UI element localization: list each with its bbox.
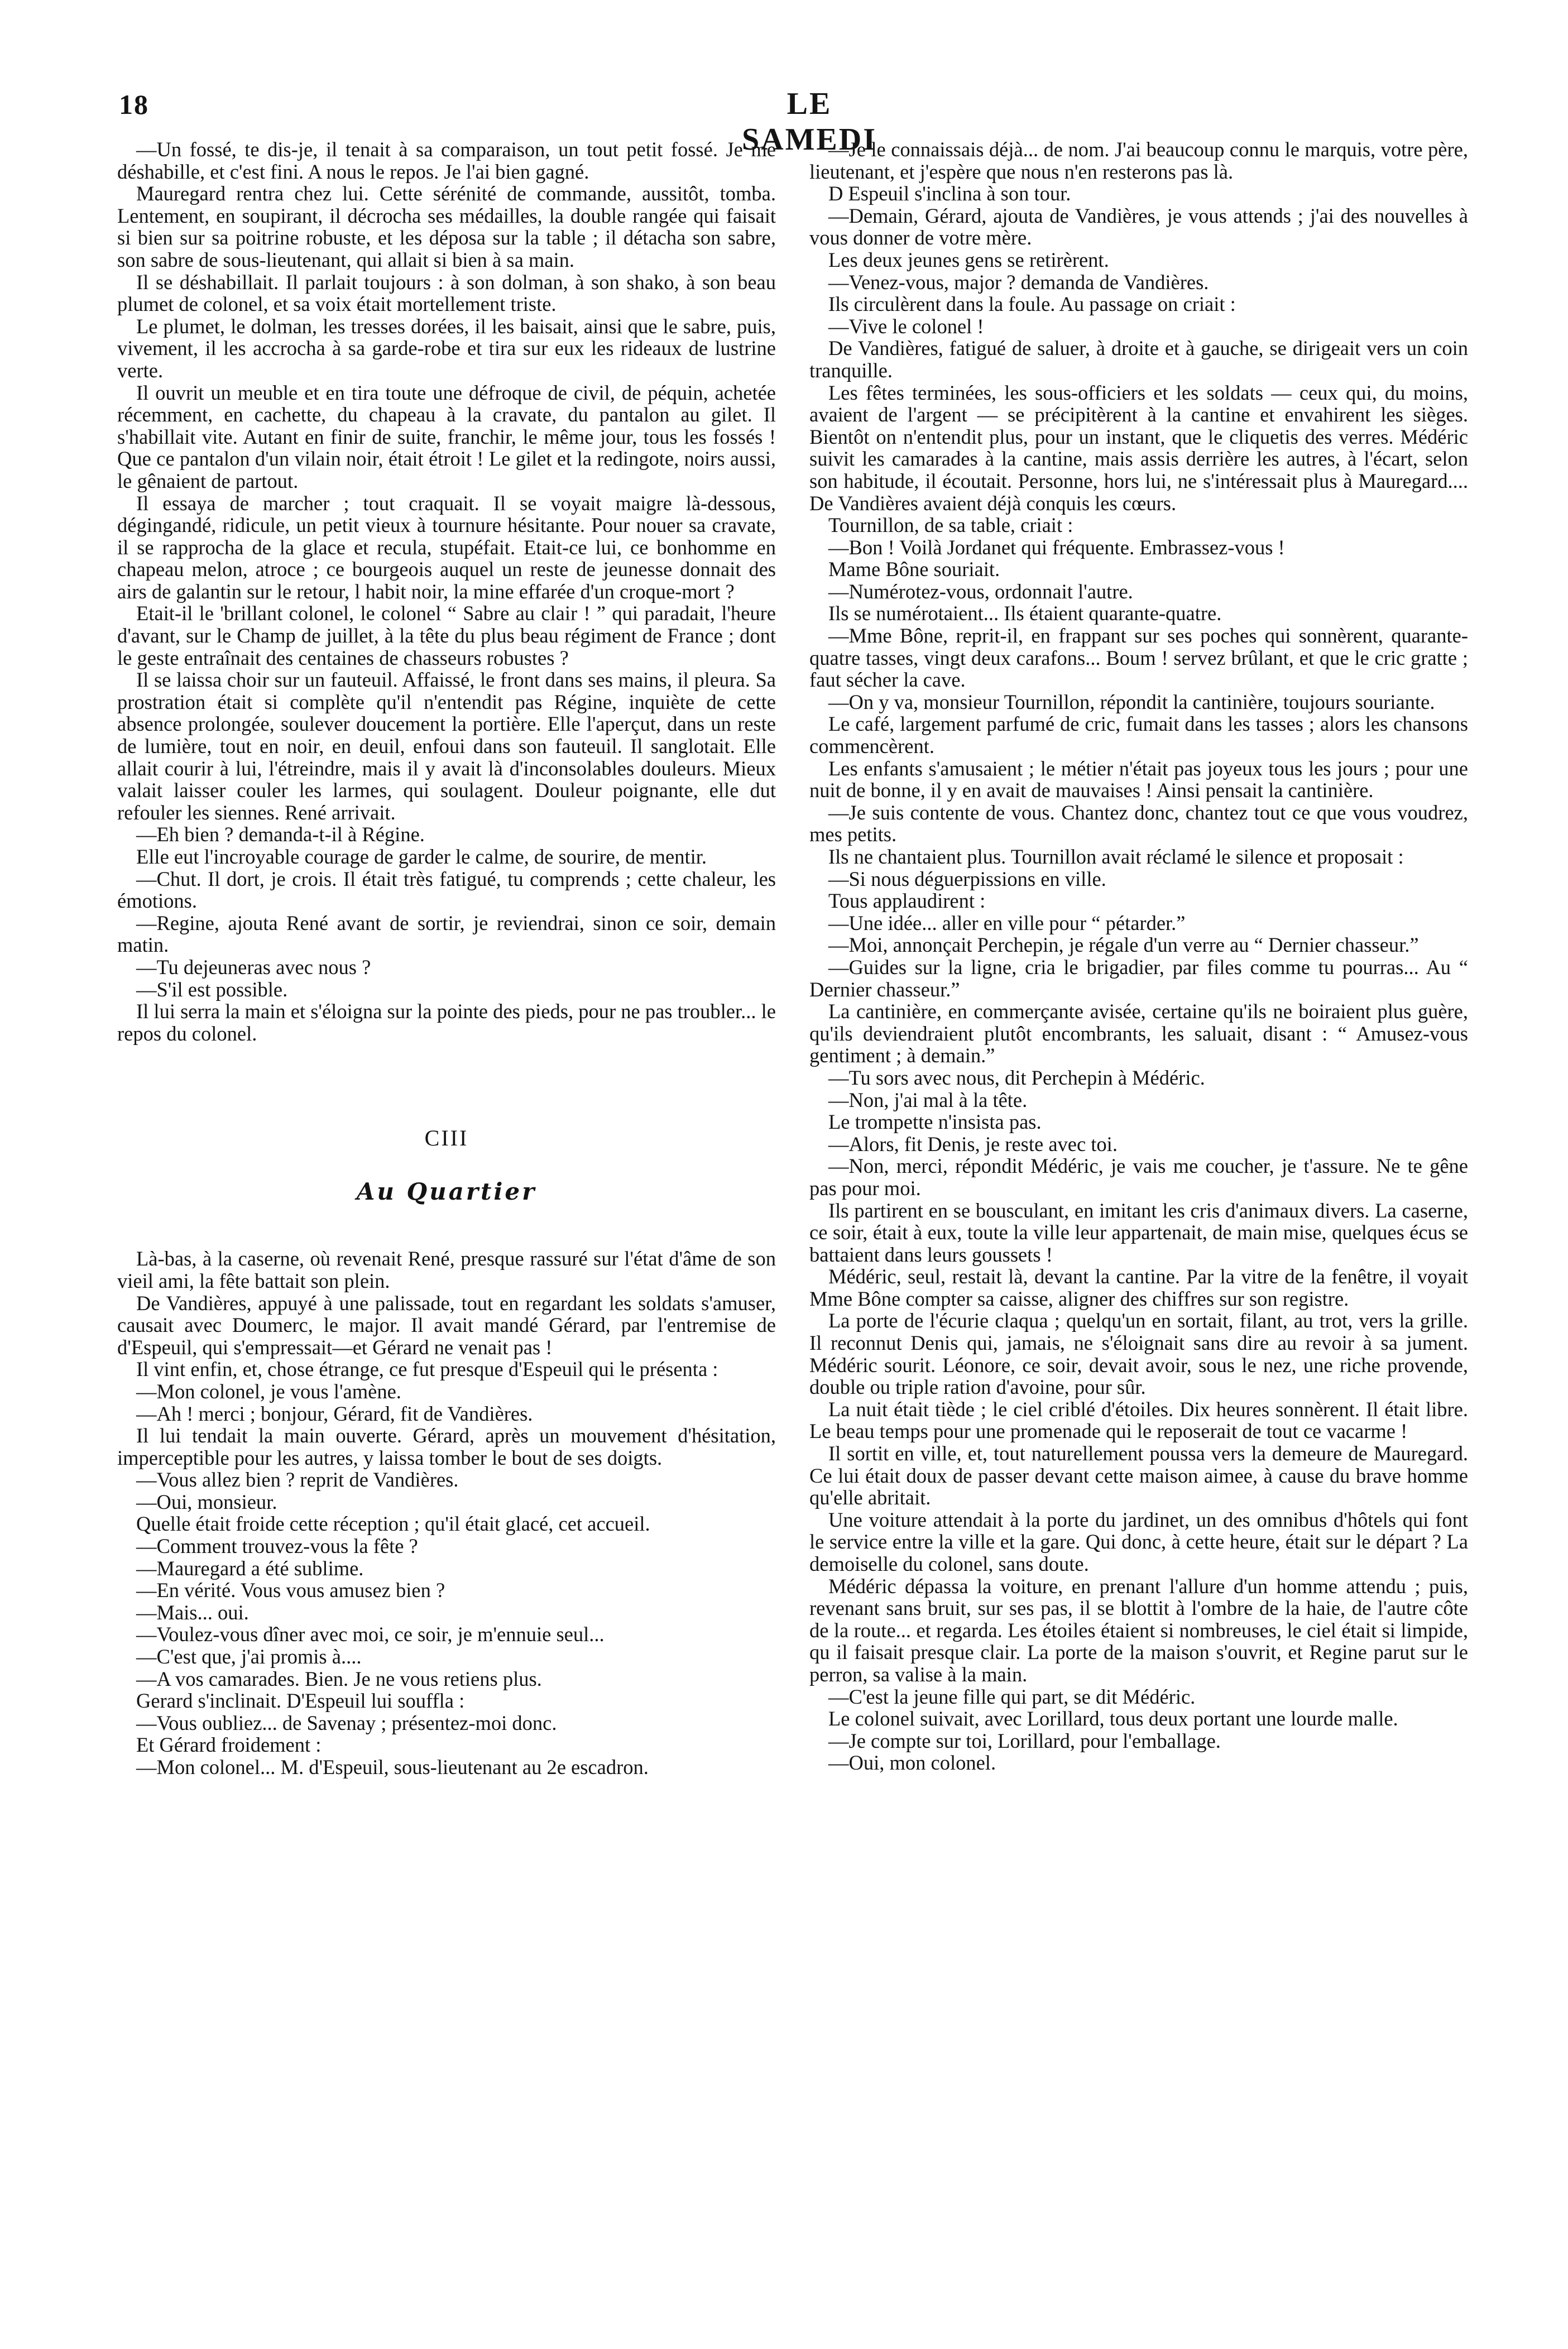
running-title: LE SAMEDI [741, 87, 877, 157]
paragraph: —C'est que, j'ai promis à.... [136, 1645, 362, 1669]
paragraph: Mame Bône souriait. [828, 558, 1000, 581]
paragraph: —Moi, annonçait Perchepin, je régale d'un verre au “ Dernier chasseur.” [828, 933, 1419, 957]
paragraph: —Ah ! merci ; bonjour, Gérard, fit de Vandières. [136, 1402, 533, 1425]
right-column [809, 138, 1468, 1774]
paragraph: Mauregard rentra chez lui. Cette sérénité de commande, aussitôt, tomba. Lentement, en soupirant, il décrocha ses médailles, la double rangée qui faisait si bien sur sa poitrine robuste, et les déposa sur la table ; il détacha son sabre, son sabre de sous-lieutenant, qui allait si bien à sa main. [117, 182, 776, 271]
paragraph: Tournillon, de sa table, criait : [828, 514, 1073, 537]
paragraph: Gerard s'inclinait. D'Espeuil lui souffla : [136, 1689, 465, 1713]
paragraph: —Vive le colonel ! [828, 314, 984, 338]
paragraph: —S'il est possible. [136, 977, 288, 1001]
paragraph: —Je suis contente de vous. Chantez donc, chantez tout ce que vous voudrez, mes petits. [809, 800, 1468, 846]
paragraph: La porte de l'écurie claqua ; quelqu'un en sortait, filant, au trot, vers la grille. Il reconnut Denis qui, jamais, ne s'éloignait sans dire au revoir à sa jument. Médéric sourit. Léonore, ce soir, devait avoir, sous le nez, une riche provende, double ou triple ration d'avoine, pour sûr. [809, 1309, 1468, 1399]
paragraph: —Un fossé, te dis-je, il tenait à sa comparaison, un tout petit fossé. Je me déshabille, et c'est fini. A nous le repos. Je l'ai bien gagné. [117, 138, 776, 183]
paragraph: Il se laissa choir sur un fauteuil. Affaissé, le front dans ses mains, il pleura. Sa prostration était si complète qu'il n'entendit pas Régine, inquiète de cette absence prolongée, soulever doucement la portière. Elle l'aperçut, dans un reste de lumière, tout en noir, en deuil, enfoui dans son fauteuil. Il sanglotait. Elle allait courir à lui, l'étreindre, mais il y avait là d'inconsolables douleurs. Mieux valait laisser couler les larmes, qui soulagent. Douleur poignante, elle dut refouler les siennes. René arrivait. [117, 668, 776, 824]
paragraph: —Mme Bône, reprit-il, en frappant sur ses poches qui sonnèrent, quarante-quatre tasses, vingt deux carafons... Boum ! servez brûlant, et que le cric gratte ; faut sécher la cave. [809, 624, 1468, 692]
paragraph: Il lui tendait la main ouverte. Gérard, après un mouvement d'hésitation, imperceptible pour les autres, y laissa tomber le bout de ses doigts. [117, 1424, 776, 1469]
paragraph: —Regine, ajouta René avant de sortir, je reviendrai, sinon ce soir, demain matin. [117, 911, 776, 957]
paragraph: Les enfants s'amusaient ; le métier n'était pas joyeux tous les jours ; pour une nuit de bonne, il y en avait de mauvaises ! Ainsi pensait la cantinière. [809, 756, 1468, 802]
paragraph: —Je compte sur toi, Lorillard, pour l'emballage. [828, 1729, 1221, 1752]
paragraph: —Tu sors avec nous, dit Perchepin à Médéric. [828, 1066, 1205, 1089]
paragraph: De Vandières, fatigué de saluer, à droite et à gauche, se dirigeait vers un coin tranquille. [809, 337, 1468, 382]
left-text-before-chapter [117, 138, 776, 1044]
paragraph: —Alors, fit Denis, je reste avec toi. [828, 1132, 1118, 1156]
paragraph: —Demain, Gérard, ajouta de Vandières, je vous attends ; j'ai des nouvelles à vous donner de votre mère. [809, 204, 1468, 250]
paragraph: —Guides sur la ligne, cria le brigadier, par files comme tu pourras... Au “ Dernier chasseur.” [809, 955, 1468, 1001]
paragraph: —Eh bien ? demanda-t-il à Régine. [136, 823, 425, 846]
paragraph: —Vous oubliez... de Savenay ; présentez-moi donc. [136, 1711, 557, 1734]
paragraph: —En vérité. Vous vous amusez bien ? [136, 1579, 445, 1602]
paragraph: Médéric, seul, restait là, devant la cantine. Par la vitre de la fenêtre, il voyait Mme Bône compter sa caisse, aligner des chiffres sur son registre. [809, 1265, 1468, 1310]
paragraph: Il vint enfin, et, chose étrange, ce fut presque d'Espeuil qui le présenta : [136, 1358, 718, 1381]
paragraph: Le plumet, le dolman, les tresses dorées, il les baisait, ainsi que le sabre, puis, vivement, il les accrocha à sa garde-robe et tira sur eux les rideaux de lustrine verte. [117, 314, 776, 382]
paragraph: —Comment trouvez-vous la fête ? [136, 1535, 418, 1558]
paragraph: —C'est la jeune fille qui part, se dit Médéric. [828, 1685, 1196, 1708]
paragraph: —Oui, mon colonel. [828, 1751, 996, 1775]
paragraph: —Mauregard a été sublime. [136, 1556, 364, 1580]
paragraph: —Je le connaissais déjà... de nom. J'ai beaucoup connu le marquis, votre père, lieutenant, et j'espère que nous n'en resterons pas là. [809, 138, 1468, 183]
paragraph: Une voiture attendait à la porte du jardinet, un des omnibus d'hôtels qui font le service entre la ville et la gare. Qui donc, à cette heure, était sur le départ ? La demoiselle du colonel, sans doute. [809, 1508, 1468, 1575]
paragraph: Il ouvrit un meuble et en tira toute une défroque de civil, de péquin, achetée récemment, en cachette, du chapeau à la cravate, du pantalon au gilet. Il s'habillait vite. Autant en finir de suite, franchir, le même jour, tous les fossés ! Que ce pantalon d'un vilain noir, était étroit ! Le gilet et la redingote, noirs aussi, le gênaient de partout. [117, 381, 776, 492]
paragraph: D Espeuil s'inclina à son tour. [828, 182, 1071, 205]
paragraph: —Vous allez bien ? reprit de Vandières. [136, 1468, 459, 1492]
paragraph: Etait-il le 'brillant colonel, le colonel “ Sabre au clair ! ” qui paradait, l'heure d'avant, sur le Champ de juillet, à la tête du plus beau régiment de France ; dont le geste entraînait des centaines de chasseurs robustes ? [117, 602, 776, 669]
paragraph: La nuit était tiède ; le ciel criblé d'étoiles. Dix heures sonnèrent. Il était libre. Le beau temps pour une promenade qui le reposerait de tout ce vacarme ! [809, 1397, 1468, 1443]
paragraph: —Mon colonel, je vous l'amène. [136, 1379, 401, 1403]
paragraph: Il essaya de marcher ; tout craquait. Il se voyait maigre là-dessous, dégingandé, ridicule, un petit vieux à tournure hésitante. Pour nouer sa cravate, il se rapprocha de la glace et recula, stupéfait. Etait-ce lui, ce bonhomme en chapeau melon, atroce ; ce bourgeois auquel un reste de jeunesse donnait des airs de galantin sur le retour, l habit noir, la mine effarée d'un croque-mort ? [117, 491, 776, 603]
paragraph: —Mais... oui. [136, 1600, 249, 1624]
paragraph: Elle eut l'incroyable courage de garder le calme, de sourire, de mentir. [136, 845, 707, 868]
paragraph: La cantinière, en commerçante avisée, certaine qu'ils ne boiraient plus guère, qu'ils deviendraient plutôt encombrants, les saluait, disant : “ Amusez-vous gentiment ; à demain.” [809, 1000, 1468, 1067]
paragraph: Médéric dépassa la voiture, en prenant l'allure d'un homme attendu ; puis, revenant sans bruit, sur ses pas, il se blottit à l'ombre de la haie, de l'autre côte de la route... et regarda. Les étoiles étaient si nombreuses, le ciel était si limpide, qu il faisait presque clair. La porte de la maison s'ouvrit, et Regine parut sur le perron, sa valise à la main. [809, 1574, 1468, 1686]
paragraph: —Non, j'ai mal à la tête. [828, 1088, 1028, 1111]
paragraph: —Une idée... aller en ville pour “ pétarder.” [828, 911, 1186, 934]
paragraph: Il sortit en ville, et, tout naturellement poussa vers la demeure de Mauregard. Ce lui était doux de passer devant cette maison aimee, à cause du brave homme qu'elle abritait. [809, 1442, 1468, 1509]
paragraph: Le trompette n'insista pas. [828, 1110, 1042, 1134]
paragraph: —Bon ! Voilà Jordanet qui fréquente. Embrassez-vous ! [828, 535, 1285, 559]
chapter-number: CIII [424, 1125, 469, 1151]
left-text-after-chapter [117, 1248, 776, 1778]
paragraph: Le colonel suivait, avec Lorillard, tous deux portant une lourde malle. [828, 1707, 1398, 1730]
paragraph: —Oui, monsieur. [136, 1490, 277, 1513]
paragraph: —Non, merci, répondit Médéric, je vais me coucher, je t'assure. Ne te gêne pas pour moi. [809, 1154, 1468, 1200]
left-column [117, 138, 776, 1778]
paragraph: Et Gérard froidement : [136, 1733, 322, 1757]
paragraph: —Mon colonel... M. d'Espeuil, sous-lieutenant au 2e escadron. [136, 1756, 649, 1778]
paragraph: —Venez-vous, major ? demanda de Vandières. [828, 270, 1209, 294]
paragraph: Les deux jeunes gens se retirèrent. [828, 248, 1109, 271]
right-text [809, 138, 1468, 1774]
paragraph: Tous applaudirent : [828, 889, 986, 913]
paragraph: Le café, largement parfumé de cric, fumait dans les tasses ; alors les chansons commencèrent. [809, 712, 1468, 758]
paragraph: De Vandières, appuyé à une palissade, tout en regardant les soldats s'amuser, causait avec Doumerc, le major. Il avait mandé Gérard, par l'entremise de d'Espeuil, qui s'empressait—et Gérard ne venait pas ! [117, 1291, 776, 1359]
paragraph: Ils se numérotaient... Ils étaient quarante-quatre. [828, 602, 1222, 625]
page-number: 18 [119, 89, 149, 120]
paragraph: Il lui serra la main et s'éloigna sur la pointe des pieds, pour ne pas troubler... le repos du colonel. [117, 1000, 776, 1045]
paragraph: Là-bas, à la caserne, où revenait René, presque rassuré sur l'état d'âme de son vieil ami, la fête battait son plein. [117, 1247, 776, 1292]
paragraph: Quelle était froide cette réception ; qu'il était glacé, cet accueil. [136, 1512, 650, 1536]
paragraph: —Chut. Il dort, je crois. Il était très fatigué, tu comprends ; cette chaleur, les émotions. [117, 867, 776, 913]
paragraph: Les fêtes terminées, les sous-officiers et les soldats — ceux qui, du moins, avaient de l'argent — se précipitèrent à la cantine et envahirent les sièges. Bientôt on n'entendit plus, pour un instant, que le cliquetis des verres. Médéric suivit les camarades à la cantine, mais assis derrière les autres, à l'écart, selon son habitude, il écoutait. Personne, hors lui, ne s'intéressait plus à Mauregard.... De Vandières avaient déjà conquis les cœurs. [809, 381, 1468, 515]
chapter-title: Au Quartier [356, 1178, 537, 1206]
paragraph: —Numérotez-vous, ordonnait l'autre. [828, 579, 1133, 603]
paragraph: —A vos camarades. Bien. Je ne vous retiens plus. [136, 1667, 542, 1690]
paragraph: —On y va, monsieur Tournillon, répondit la cantinière, toujours souriante. [828, 690, 1435, 713]
paragraph: —Tu dejeuneras avec nous ? [136, 955, 371, 979]
paragraph: Il se déshabillait. Il parlait toujours : à son dolman, à son shako, à son beau plumet de colonel, et sa voix était mortellement triste. [117, 270, 776, 316]
paragraph: Ils ne chantaient plus. Tournillon avait réclamé le silence et proposait : [828, 845, 1404, 868]
paragraph: Ils partirent en se bousculant, en imitant les cris d'animaux divers. La caserne, ce soir, était à eux, toute la ville leur appartenait, de main mise, quelques écus se battaient dans leurs goussets ! [809, 1199, 1468, 1266]
paragraph: Ils circulèrent dans la foule. Au passage on criait : [828, 293, 1236, 316]
paragraph: —Voulez-vous dîner avec moi, ce soir, je m'ennuie seul... [136, 1623, 605, 1646]
paragraph: —Si nous déguerpissions en ville. [828, 867, 1106, 890]
